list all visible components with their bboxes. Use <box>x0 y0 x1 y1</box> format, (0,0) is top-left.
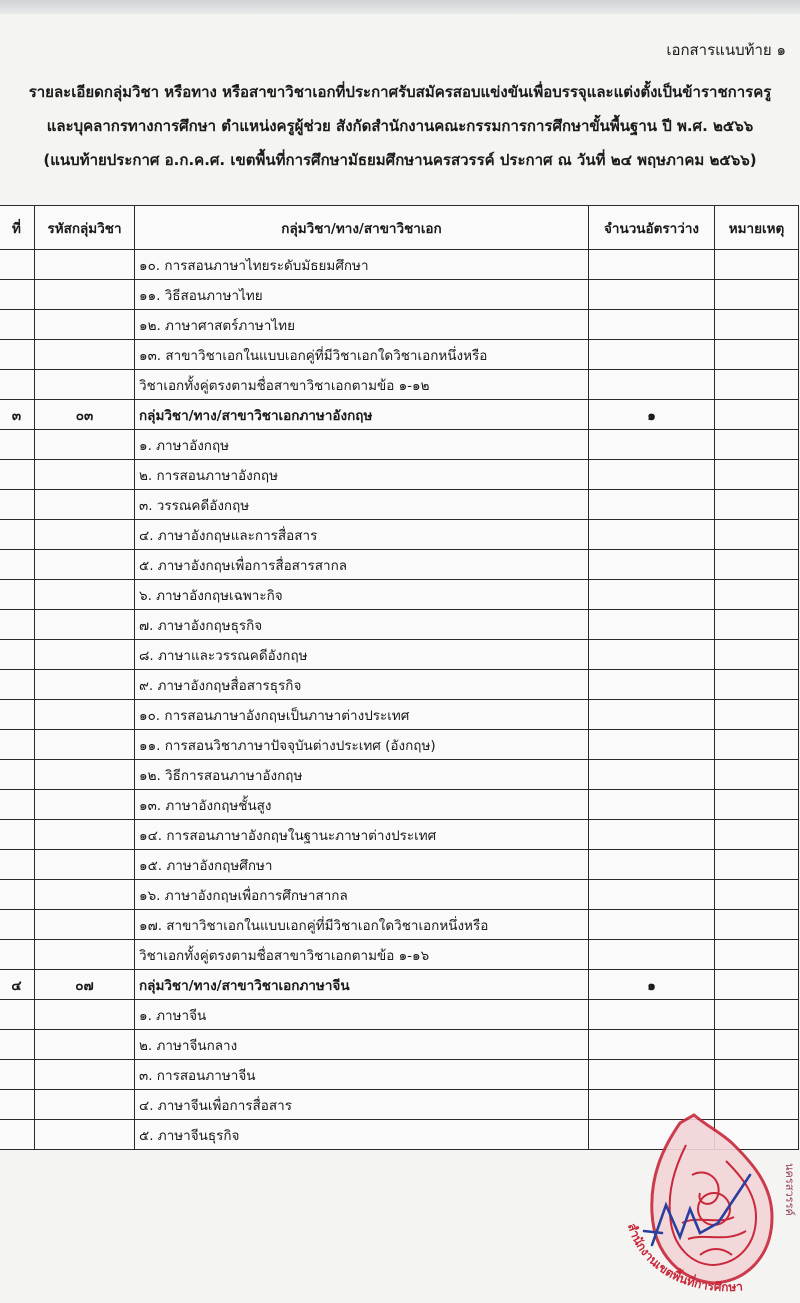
cell-no <box>0 280 35 310</box>
cell-vacancies <box>589 610 715 640</box>
cell-no <box>0 370 35 400</box>
table-row <box>0 730 799 760</box>
cell-vacancies <box>589 520 715 550</box>
cell-subject: กลุ่มวิชา/ทาง/สาขาวิชาเอกภาษาอังกฤษ <box>135 400 589 430</box>
cell-note <box>715 250 799 280</box>
cell-code <box>35 940 135 970</box>
cell-subject: ๕. ภาษาอังกฤษเพื่อการสื่อสารสากล <box>135 550 589 580</box>
table-group-row <box>0 970 799 1000</box>
table-row <box>0 670 799 700</box>
cell-vacancies <box>589 580 715 610</box>
cell-vacancies <box>589 820 715 850</box>
cell-code <box>35 1000 135 1030</box>
header-no: ที่ <box>0 206 35 250</box>
cell-subject: ๑๒. ภาษาศาสตร์ภาษาไทย <box>135 310 589 340</box>
cell-no <box>0 730 35 760</box>
cell-no <box>0 910 35 940</box>
cell-no <box>0 460 35 490</box>
cell-subject: ๘. ภาษาและวรรณคดีอังกฤษ <box>135 640 589 670</box>
cell-code <box>35 670 135 700</box>
cell-vacancies <box>589 250 715 280</box>
cell-no: ๔ <box>0 970 35 1000</box>
table-row <box>0 250 799 280</box>
cell-subject: วิชาเอกทั้งคู่ตรงตามชื่อสาขาวิชาเอกตามข้อ ๑-๑๒ <box>135 370 589 400</box>
cell-subject: ๑๐. การสอนภาษาไทยระดับมัธยมศึกษา <box>135 250 589 280</box>
cell-subject: ๓. การสอนภาษาจีน <box>135 1060 589 1090</box>
table-row <box>0 460 799 490</box>
cell-note <box>715 940 799 970</box>
cell-no <box>0 610 35 640</box>
cell-vacancies <box>589 550 715 580</box>
cell-code <box>35 250 135 280</box>
table-row <box>0 430 799 460</box>
cell-code <box>35 1060 135 1090</box>
cell-no <box>0 310 35 340</box>
table-row <box>0 280 799 310</box>
cell-code <box>35 760 135 790</box>
cell-subject: ๑. ภาษาจีน <box>135 1000 589 1030</box>
cell-note <box>715 670 799 700</box>
table-group-row <box>0 400 799 430</box>
cell-subject: ๒. ภาษาจีนกลาง <box>135 1030 589 1060</box>
cell-note <box>715 460 799 490</box>
vacancy-table <box>0 205 799 1150</box>
seal-emblem <box>652 1115 772 1283</box>
cell-no <box>0 760 35 790</box>
cell-code <box>35 340 135 370</box>
cell-note <box>715 400 799 430</box>
cell-subject: ๑๓. ภาษาอังกฤษชั้นสูง <box>135 790 589 820</box>
cell-no <box>0 580 35 610</box>
cell-vacancies <box>589 460 715 490</box>
cell-vacancies <box>589 700 715 730</box>
cell-subject: ๑๒. วิธีการสอนภาษาอังกฤษ <box>135 760 589 790</box>
table-row <box>0 700 799 730</box>
cell-vacancies <box>589 280 715 310</box>
cell-vacancies <box>589 910 715 940</box>
cell-vacancies <box>589 370 715 400</box>
cell-subject: ๓. วรรณคดีอังกฤษ <box>135 490 589 520</box>
seal-text: สำนักงานเขตพื้นที่การศึกษา <box>624 1221 744 1295</box>
cell-vacancies <box>589 640 715 670</box>
cell-subject: ๑๐. การสอนภาษาอังกฤษเป็นภาษาต่างประเทศ <box>135 700 589 730</box>
appendix-label: เอกสารแนบท้าย ๑ <box>666 41 786 59</box>
cell-note <box>715 520 799 550</box>
cell-no <box>0 550 35 580</box>
cell-code <box>35 1030 135 1060</box>
table-row <box>0 1030 799 1060</box>
cell-vacancies <box>589 670 715 700</box>
cell-subject: ๑๕. ภาษาอังกฤษศึกษา <box>135 850 589 880</box>
cell-subject: ๑. ภาษาอังกฤษ <box>135 430 589 460</box>
cell-subject: ๑๖. ภาษาอังกฤษเพื่อการศึกษาสากล <box>135 880 589 910</box>
cell-no <box>0 1060 35 1090</box>
cell-note <box>715 820 799 850</box>
cell-subject: ๙. ภาษาอังกฤษสื่อสารธุรกิจ <box>135 670 589 700</box>
table-row <box>0 1000 799 1030</box>
cell-no <box>0 850 35 880</box>
table-row <box>0 310 799 340</box>
document-title-line-1: รายละเอียดกลุ่มวิชา หรือทาง หรือสาขาวิชาเอกที่ประกาศรับสมัครสอบแข่งขันเพื่อบรรจุและแต่งตั้งเป็นข้าราชการครู <box>28 83 772 101</box>
cell-subject: วิชาเอกทั้งคู่ตรงตามชื่อสาขาวิชาเอกตามข้อ ๑-๑๖ <box>135 940 589 970</box>
official-seal-stamp <box>622 1105 800 1303</box>
cell-vacancies <box>589 940 715 970</box>
table-header-row <box>0 206 799 250</box>
table-row <box>0 910 799 940</box>
header-vacancies: จำนวนอัตราว่าง <box>589 206 715 250</box>
cell-vacancies <box>589 850 715 880</box>
cell-note <box>715 580 799 610</box>
cell-vacancies: ๑ <box>589 970 715 1000</box>
cell-code <box>35 430 135 460</box>
cell-no <box>0 1000 35 1030</box>
cell-vacancies <box>589 490 715 520</box>
cell-no <box>0 670 35 700</box>
cell-note <box>715 370 799 400</box>
cell-vacancies <box>589 430 715 460</box>
cell-subject: ๖. ภาษาอังกฤษเฉพาะกิจ <box>135 580 589 610</box>
header-note: หมายเหตุ <box>715 206 799 250</box>
cell-subject: ๑๑. การสอนวิชาภาษาปัจจุบันต่างประเทศ (อังกฤษ) <box>135 730 589 760</box>
cell-subject: ๗. ภาษาอังกฤษธุรกิจ <box>135 610 589 640</box>
cell-note <box>715 850 799 880</box>
cell-vacancies <box>589 1030 715 1060</box>
cell-no <box>0 430 35 460</box>
cell-code <box>35 910 135 940</box>
table-row <box>0 520 799 550</box>
cell-vacancies <box>589 880 715 910</box>
table-row <box>0 820 799 850</box>
cell-subject: ๑๓. สาขาวิชาเอกในแบบเอกคู่ที่มีวิชาเอกใดวิชาเอกหนึ่งหรือ <box>135 340 589 370</box>
cell-no <box>0 1030 35 1060</box>
cell-note <box>715 1030 799 1060</box>
cell-code <box>35 790 135 820</box>
cell-note <box>715 1000 799 1030</box>
table-row <box>0 1060 799 1090</box>
table-row <box>0 880 799 910</box>
cell-subject: ๑๗. สาขาวิชาเอกในแบบเอกคู่ที่มีวิชาเอกใดวิชาเอกหนึ่งหรือ <box>135 910 589 940</box>
cell-no <box>0 700 35 730</box>
table-row <box>0 940 799 970</box>
cell-no <box>0 880 35 910</box>
cell-note <box>715 790 799 820</box>
cell-note <box>715 550 799 580</box>
cell-code <box>35 370 135 400</box>
cell-no <box>0 790 35 820</box>
cell-vacancies <box>589 310 715 340</box>
cell-no <box>0 1120 35 1150</box>
cell-no <box>0 1090 35 1120</box>
cell-note <box>715 880 799 910</box>
cell-note <box>715 910 799 940</box>
table-row <box>0 550 799 580</box>
cell-code <box>35 280 135 310</box>
cell-vacancies <box>589 730 715 760</box>
cell-code: ๐๓ <box>35 400 135 430</box>
cell-no <box>0 250 35 280</box>
cell-note <box>715 610 799 640</box>
cell-code <box>35 850 135 880</box>
table-row <box>0 640 799 670</box>
cell-code <box>35 700 135 730</box>
table-row <box>0 580 799 610</box>
cell-note <box>715 1060 799 1090</box>
table-row <box>0 760 799 790</box>
table-row <box>0 370 799 400</box>
table-body <box>0 250 799 1150</box>
cell-note <box>715 430 799 460</box>
cell-no <box>0 640 35 670</box>
cell-code: ๐๗ <box>35 970 135 1000</box>
cell-code <box>35 820 135 850</box>
cell-code <box>35 610 135 640</box>
cell-vacancies <box>589 790 715 820</box>
cell-note <box>715 640 799 670</box>
cell-subject: ๔. ภาษาอังกฤษและการสื่อสาร <box>135 520 589 550</box>
cell-no <box>0 340 35 370</box>
cell-vacancies <box>589 760 715 790</box>
cell-code <box>35 550 135 580</box>
cell-code <box>35 880 135 910</box>
cell-vacancies <box>589 1000 715 1030</box>
table-row <box>0 490 799 520</box>
cell-code <box>35 310 135 340</box>
table-row <box>0 790 799 820</box>
document-title-line-2: และบุคลากรทางการศึกษา ตำแหน่งครูผู้ช่วย สังกัดสำนักงานคณะกรรมการการศึกษาขั้นพื้นฐาน ปี พ.ศ. ๒๕๖๖ <box>46 117 754 135</box>
cell-subject: ๑๑. วิธีสอนภาษาไทย <box>135 280 589 310</box>
cell-subject: ๑๔. การสอนภาษาอังกฤษในฐานะภาษาต่างประเทศ <box>135 820 589 850</box>
cell-code <box>35 640 135 670</box>
header-subject: กลุ่มวิชา/ทาง/สาขาวิชาเอก <box>135 206 589 250</box>
table-row <box>0 340 799 370</box>
cell-code <box>35 520 135 550</box>
header-code: รหัสกลุ่มวิชา <box>35 206 135 250</box>
cell-subject: ๕. ภาษาจีนธุรกิจ <box>135 1120 589 1150</box>
cell-code <box>35 1090 135 1120</box>
cell-no <box>0 490 35 520</box>
cell-code <box>35 490 135 520</box>
cell-note <box>715 760 799 790</box>
cell-note <box>715 730 799 760</box>
cell-note <box>715 280 799 310</box>
scan-top-edge <box>0 0 800 14</box>
cell-code <box>35 460 135 490</box>
cell-note <box>715 700 799 730</box>
cell-no <box>0 820 35 850</box>
cell-code <box>35 730 135 760</box>
cell-subject: กลุ่มวิชา/ทาง/สาขาวิชาเอกภาษาจีน <box>135 970 589 1000</box>
cell-code <box>35 580 135 610</box>
cell-note <box>715 970 799 1000</box>
seal-side-text: นครสวรรค์ <box>783 1163 796 1216</box>
cell-vacancies: ๑ <box>589 400 715 430</box>
cell-vacancies <box>589 340 715 370</box>
cell-vacancies <box>589 1060 715 1090</box>
cell-note <box>715 490 799 520</box>
cell-note <box>715 310 799 340</box>
cell-no: ๓ <box>0 400 35 430</box>
cell-note <box>715 340 799 370</box>
table-row <box>0 610 799 640</box>
cell-code <box>35 1120 135 1150</box>
cell-subject: ๒. การสอนภาษาอังกฤษ <box>135 460 589 490</box>
cell-subject: ๔. ภาษาจีนเพื่อการสื่อสาร <box>135 1090 589 1120</box>
cell-no <box>0 520 35 550</box>
cell-no <box>0 940 35 970</box>
document-title-line-3: (แนบท้ายประกาศ อ.ก.ค.ศ. เขตพื้นที่การศึกษามัธยมศึกษานครสวรรค์ ประกาศ ณ วันที่ ๒๔ พฤษภาคม ๒๕๖๖) <box>43 151 757 169</box>
table-row <box>0 850 799 880</box>
